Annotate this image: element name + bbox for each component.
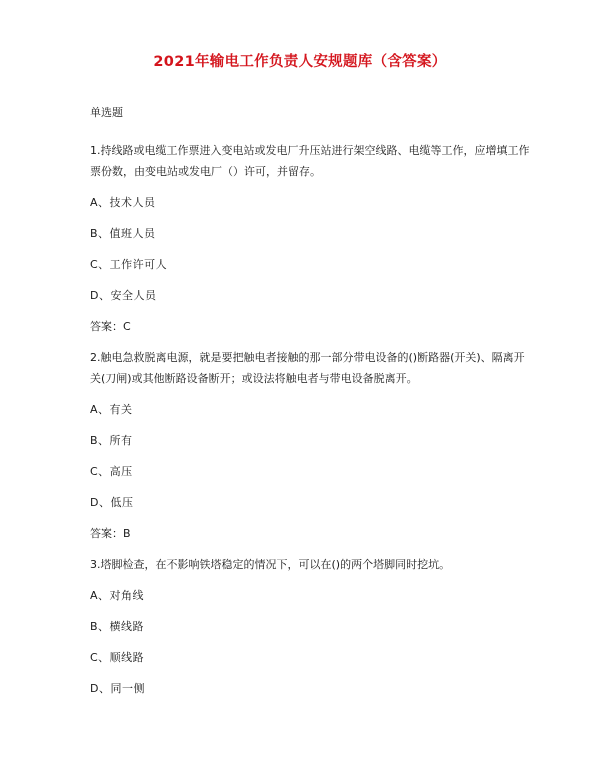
option-a: A、对角线: [90, 589, 145, 602]
option-d: D、安全人员: [90, 289, 157, 302]
option-b: B、所有: [90, 434, 133, 447]
document-title: 2021年输电工作负责人安规题库（含答案）: [153, 54, 447, 70]
option-a: A、技术人员: [90, 196, 156, 209]
answer-line: 答案：C: [90, 320, 131, 333]
option-b: B、横线路: [90, 620, 145, 633]
option-c: C、工作许可人: [90, 258, 168, 271]
option-c: C、顺线路: [90, 651, 145, 664]
answer-line: 答案：B: [90, 527, 131, 540]
option-d: D、低压: [90, 496, 134, 509]
option-d: D、同一侧: [90, 682, 145, 695]
option-b: B、值班人员: [90, 227, 156, 240]
section-label: 单选题: [90, 106, 123, 119]
question-stem: 3.塔脚检查，在不影响铁塔稳定的情况下，可以在()的两个塔脚同时挖坑。: [90, 558, 451, 571]
question-1: [90, 140, 530, 337]
question-3: [90, 554, 530, 699]
option-c: C、高压: [90, 465, 133, 478]
question-stem: 2.触电急救脱离电源，就是要把触电者接触的那一部分带电设备的()断路器(开关)、隔离开关(刀闸)或其他断路设备断开；或设法将触电者与带电设备脱离开。: [90, 351, 525, 385]
option-a: A、有关: [90, 403, 133, 416]
document-body: [90, 102, 530, 709]
question-2: [90, 347, 530, 544]
question-stem: 1.持线路或电缆工作票进入变电站或发电厂升压站进行架空线路、电缆等工作，应增填工作票份数，由变电站或发电厂（）许可，并留存。: [90, 144, 530, 178]
